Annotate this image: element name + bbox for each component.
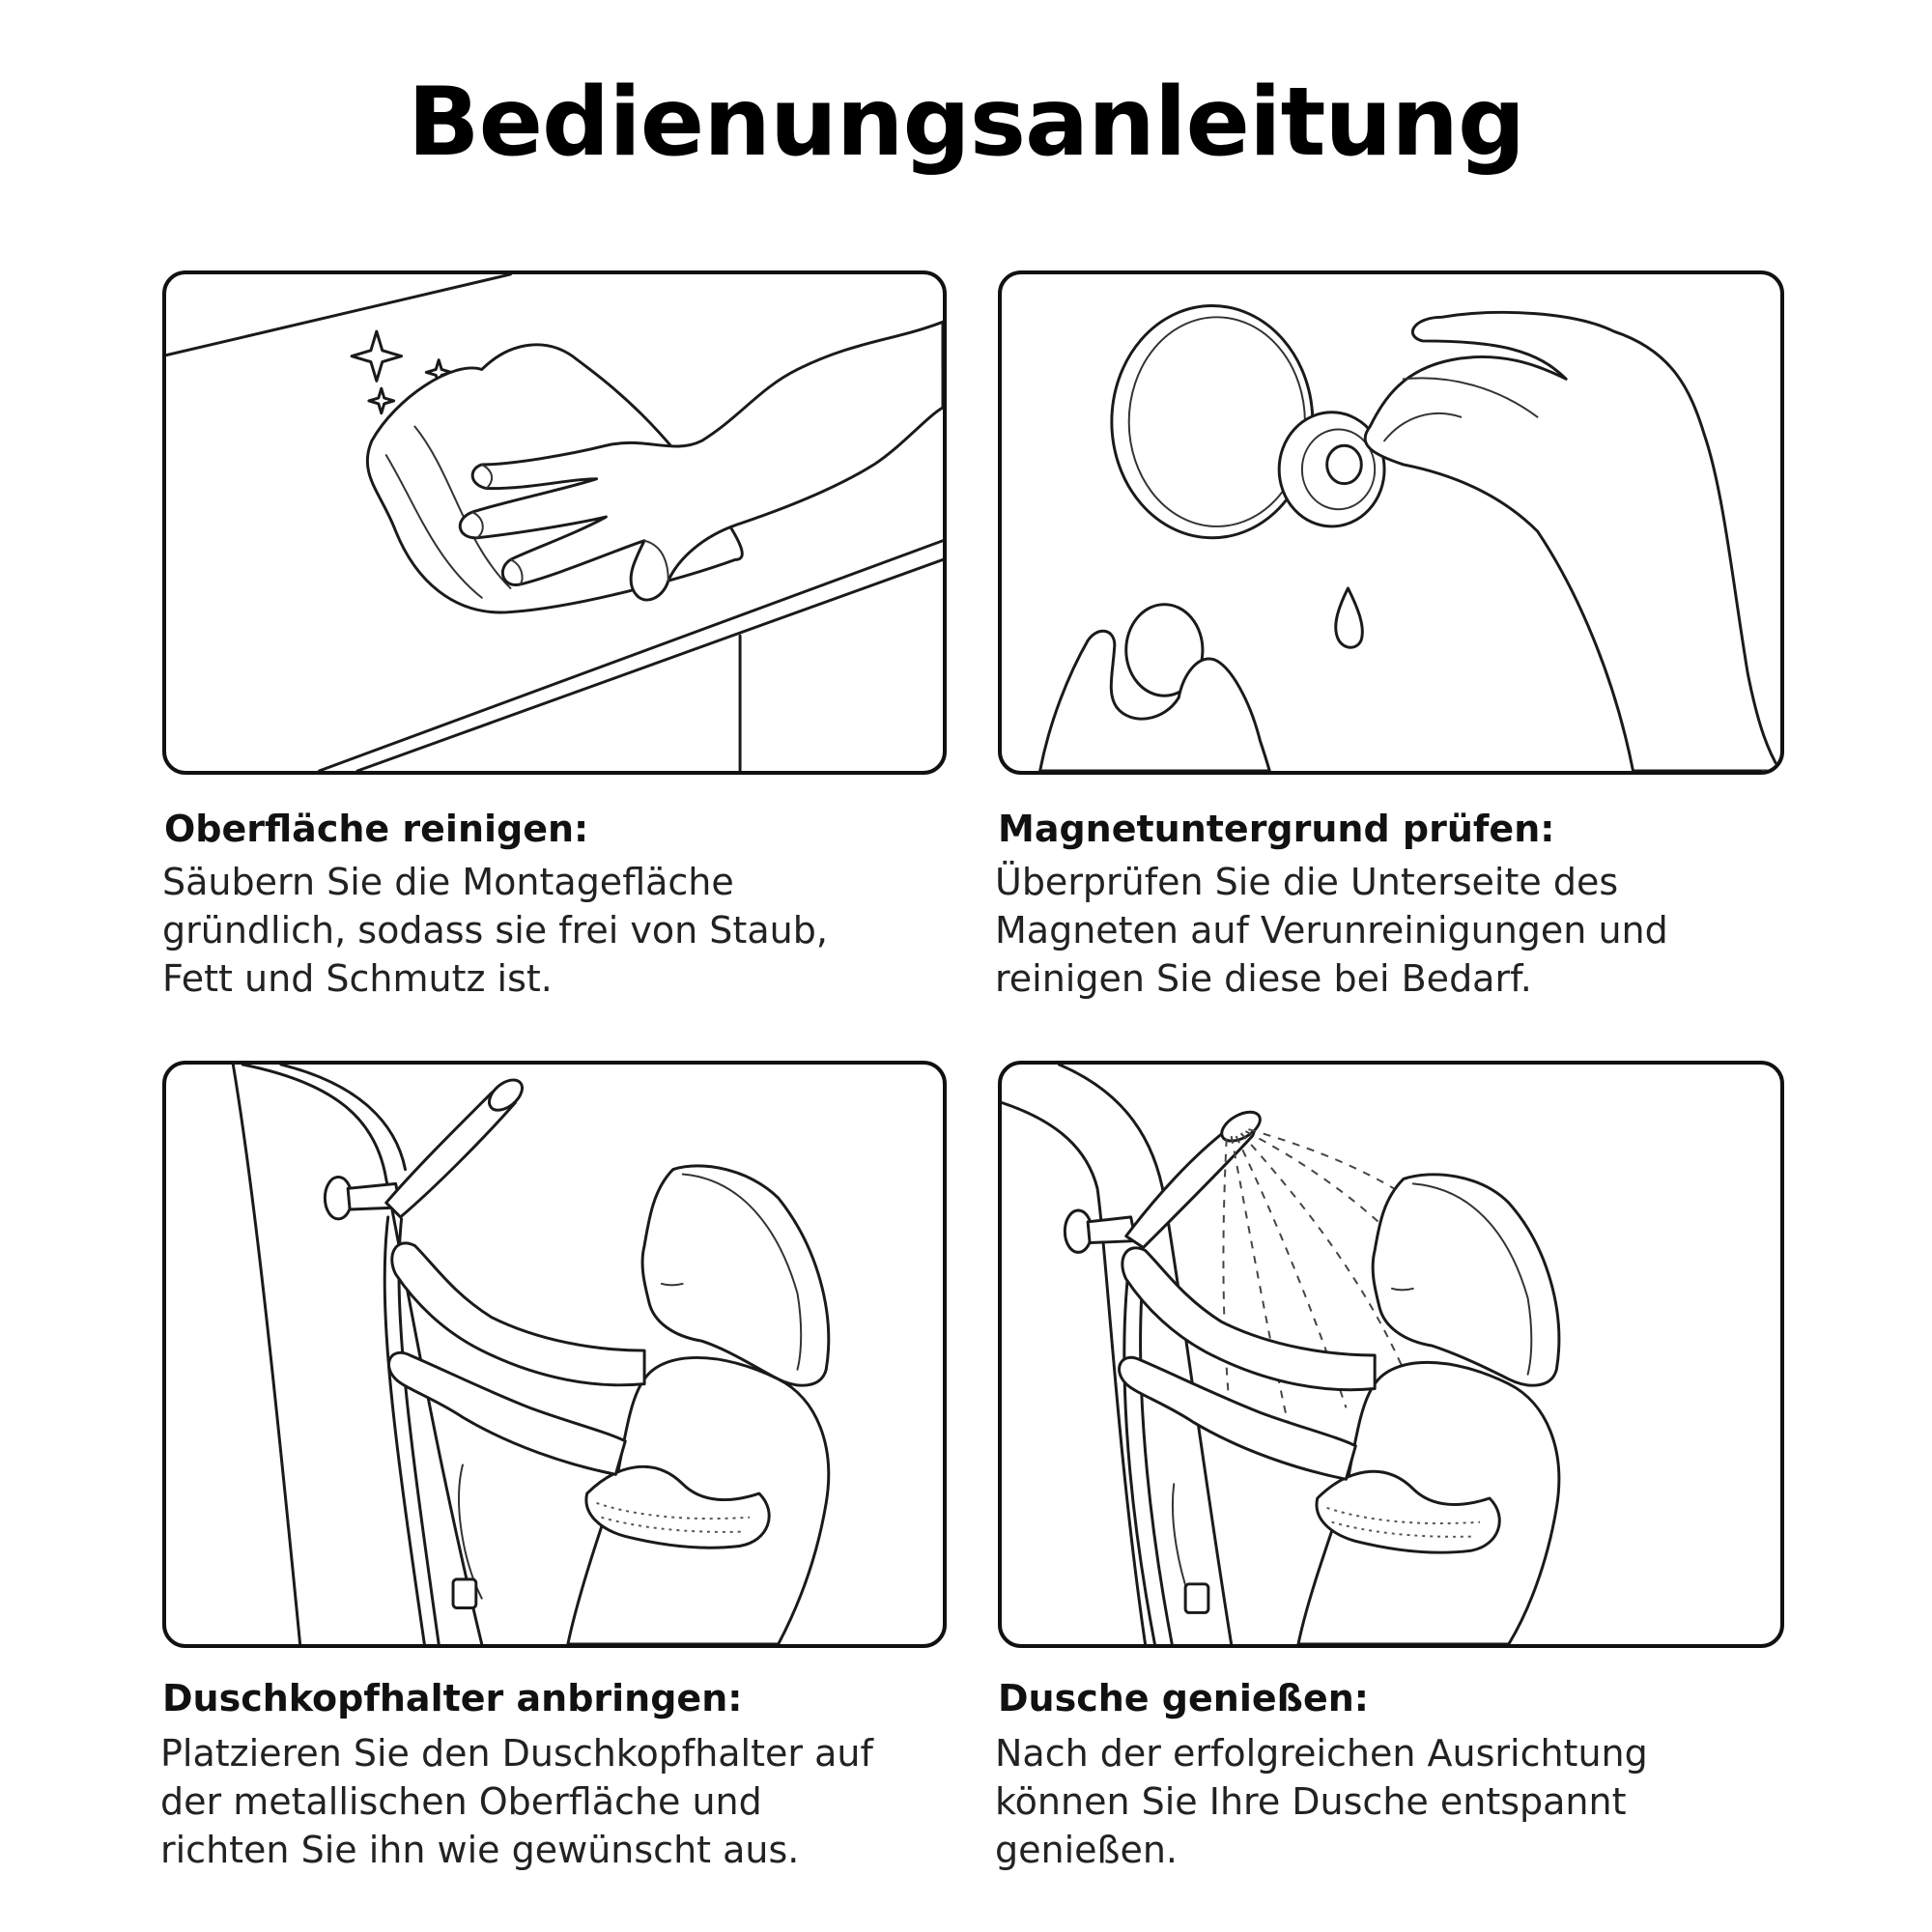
step-4-text: Nach der erfolgreichen Ausrichtung können Sie Ihre Dusche entspannt genießen.	[995, 1732, 1648, 1871]
step-1-text: Säubern Sie die Montagefläche gründlich, sodass sie frei von Staub, Fett und Schmutz ist.	[162, 861, 828, 1000]
step-1-heading: Oberfläche reinigen:	[164, 808, 589, 850]
right-hand	[1365, 312, 1780, 771]
step-3-text: Platzieren Sie den Duschkopfhalter auf der metallischen Oberfläche und richten Sie ihn wie gewünscht aus.	[160, 1732, 873, 1871]
illustration-panel-check-magnet	[998, 270, 1784, 775]
hand-wiping-surface-illustration	[166, 274, 943, 771]
checking-magnet-base-illustration	[1002, 274, 1780, 771]
step-4-heading: Dusche genießen:	[998, 1677, 1369, 1719]
woman-attaching-holder-illustration	[166, 1065, 943, 1644]
step-2-heading: Magnetuntergrund prüfen:	[998, 808, 1555, 850]
sparkle-icon	[369, 388, 394, 413]
water-drop-icon	[1336, 588, 1363, 647]
sparkle-icon	[352, 331, 401, 381]
magnet-disk	[1112, 305, 1313, 537]
illustration-panel-enjoy-shower	[998, 1061, 1784, 1648]
page-title: Bedienungsanleitung	[407, 68, 1525, 178]
step-2-text: Überprüfen Sie die Unterseite des Magneten auf Verunreinigungen und reinigen Sie diese bei Bedarf.	[995, 861, 1668, 1000]
woman-enjoying-shower-illustration	[1002, 1065, 1780, 1644]
illustration-panel-clean-surface	[162, 270, 947, 775]
illustration-panel-attach-holder	[162, 1061, 947, 1648]
step-3-heading: Duschkopfhalter anbringen:	[162, 1677, 743, 1719]
